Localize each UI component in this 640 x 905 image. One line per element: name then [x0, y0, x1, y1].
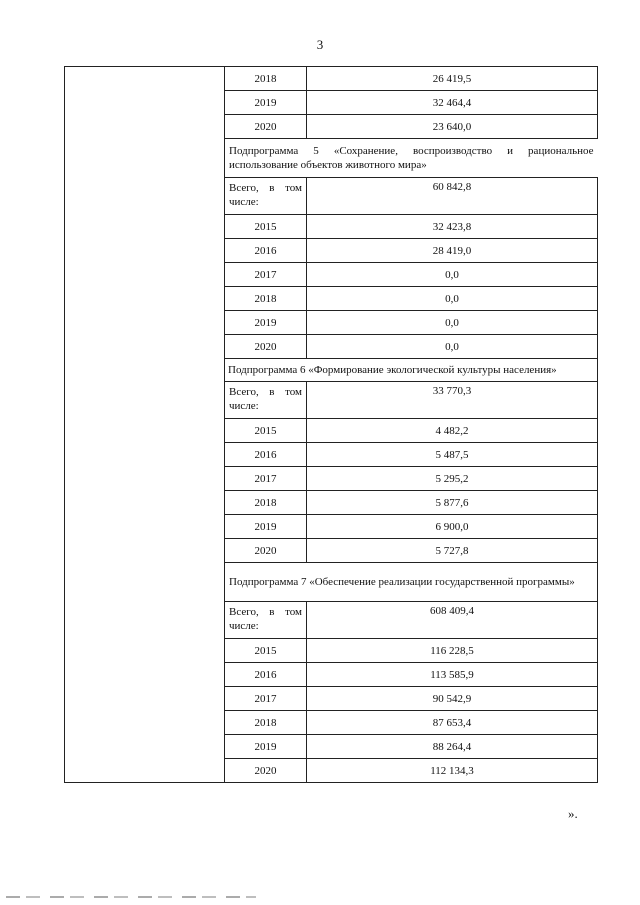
year-cell: 2020	[225, 759, 307, 783]
year-cell: 2017	[225, 687, 307, 711]
value-cell: 0,0	[307, 335, 598, 359]
year-cell: 2016	[225, 663, 307, 687]
year-cell: 2018	[225, 491, 307, 515]
year-cell: 2018	[225, 287, 307, 311]
value-cell: 28 419,0	[307, 239, 598, 263]
total-label: Всего, в том числе:	[225, 602, 307, 639]
value-cell: 6 900,0	[307, 515, 598, 539]
year-cell: 2018	[225, 711, 307, 735]
value-cell: 0,0	[307, 311, 598, 335]
value-cell: 5 877,6	[307, 491, 598, 515]
value-cell: 26 419,5	[307, 67, 598, 91]
value-cell: 0,0	[307, 287, 598, 311]
value-cell: 112 134,3	[307, 759, 598, 783]
value-cell: 116 228,5	[307, 639, 598, 663]
year-cell: 2016	[225, 443, 307, 467]
value-cell: 5 727,8	[307, 539, 598, 563]
left-empty-column	[65, 67, 225, 783]
funding-table	[64, 66, 598, 783]
value-cell: 4 482,2	[307, 419, 598, 443]
value-cell: 32 423,8	[307, 215, 598, 239]
value-cell: 90 542,9	[307, 687, 598, 711]
year-cell: 2020	[225, 539, 307, 563]
year-cell: 2015	[225, 215, 307, 239]
year-cell: 2015	[225, 419, 307, 443]
table-row	[65, 67, 598, 91]
year-cell: 2017	[225, 467, 307, 491]
total-label: Всего, в том числе:	[225, 382, 307, 419]
value-cell: 113 585,9	[307, 663, 598, 687]
year-cell: 2020	[225, 335, 307, 359]
year-cell: 2020	[225, 115, 307, 139]
total-value: 60 842,8	[307, 178, 598, 215]
total-label: Всего, в том числе:	[225, 178, 307, 215]
subprogram-6-title: Подпрограмма 6 «Формирование экологической культуры населения»	[225, 359, 598, 382]
value-cell: 32 464,4	[307, 91, 598, 115]
subprogram-7-title: Подпрограмма 7 «Обеспечение реализации государственной программы»	[225, 563, 598, 602]
subprogram-5-title: Подпрограмма 5 «Сохранение, воспроизводство и рациональное использование объектов животного мира»	[225, 139, 598, 178]
value-cell: 5 487,5	[307, 443, 598, 467]
year-cell: 2019	[225, 91, 307, 115]
scan-artifact	[6, 896, 256, 898]
year-cell: 2019	[225, 515, 307, 539]
value-cell: 23 640,0	[307, 115, 598, 139]
value-cell: 0,0	[307, 263, 598, 287]
year-cell: 2017	[225, 263, 307, 287]
year-cell: 2015	[225, 639, 307, 663]
value-cell: 88 264,4	[307, 735, 598, 759]
year-cell: 2019	[225, 735, 307, 759]
total-value: 608 409,4	[307, 602, 598, 639]
total-value: 33 770,3	[307, 382, 598, 419]
year-cell: 2016	[225, 239, 307, 263]
value-cell: 87 653,4	[307, 711, 598, 735]
year-cell: 2019	[225, 311, 307, 335]
value-cell: 5 295,2	[307, 467, 598, 491]
closing-quote-mark: ».	[568, 806, 578, 821]
page-number: 3	[316, 37, 324, 52]
year-cell: 2018	[225, 67, 307, 91]
